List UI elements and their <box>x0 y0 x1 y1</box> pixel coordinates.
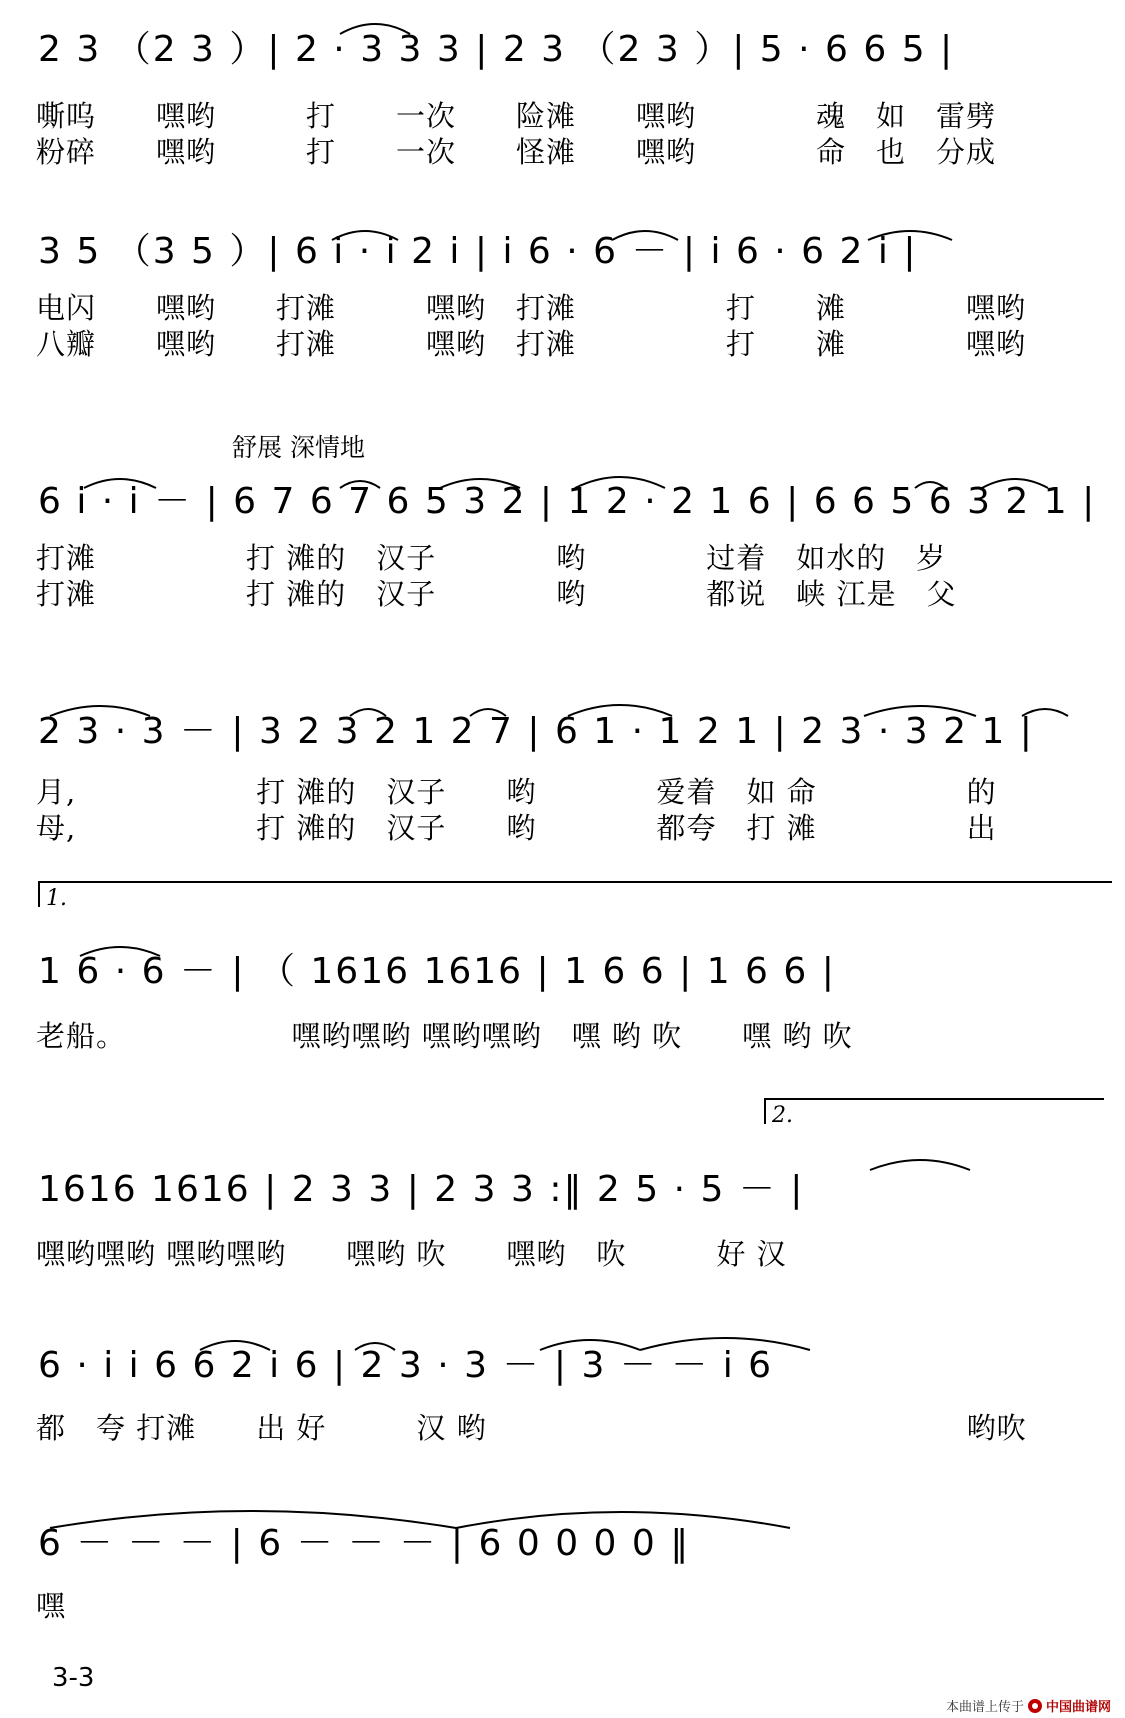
lyric-verse-2: 母, 打 滩的 汉子 哟 都夸 打 滩 出 <box>36 811 997 845</box>
lyric-verse-2: 粉碎 嘿哟 打 一次 怪滩 嘿哟 命 也 分成 <box>36 135 997 169</box>
lyric-line: 老船。 嘿哟嘿哟 嘿哟嘿哟 嘿 哟 吹 嘿 哟 吹 <box>36 1019 853 1053</box>
lyric-line: 嘿 <box>36 1589 67 1623</box>
notation-line: 6 · i i 6 6 2 i 6 | 2 3 · 3 － | 3 － － i 6 <box>38 1345 774 1386</box>
lyric-line: 都 夸 打滩 出 好 汉 哟 哟吹 <box>36 1411 1027 1445</box>
volta-1-bracket <box>38 881 1112 883</box>
lyric-verse-1: 月, 打 滩的 汉子 哟 爱着 如 命 的 <box>36 775 997 809</box>
notation-line: 3 5 （3 5 ）| 6 i · i 2 i | i 6 · 6 － | i 6 · 6 2 i | <box>38 231 918 272</box>
lyric-verse-1: 打滩 打 滩的 汉子 哟 过着 如水的 岁 <box>36 541 947 575</box>
notation-line: 6 i · i － | 6 7 6 7 6 5 3 2 | 1 2 · 2 1 6 | 6 6 5 6 3 2 1 | <box>38 481 1097 522</box>
lyric-verse-2: 打滩 打 滩的 汉子 哟 都说 峡 江是 父 <box>36 577 957 611</box>
site-logo-icon <box>1028 1699 1042 1713</box>
notation-line: 2 3 · 3 － | 3 2 3 2 1 2 7 | 6 1 · 1 2 1 | 2 3 · 3 2 1 | <box>38 711 1034 752</box>
footer-watermark <box>946 1696 1111 1715</box>
page-number: 3-3 <box>52 1663 95 1693</box>
lyric-verse-1: 电闪 嘿哟 打滩 嘿哟 打滩 打 滩 嘿哟 <box>36 291 1027 325</box>
notation-line: 2 3 （2 3 ）| 2 · 3 3 3 | 2 3 （2 3 ）| 5 · 6 6 5 | <box>38 29 955 70</box>
notation-line: 1616 1616 | 2 3 3 | 2 3 3 :‖ 2 5 · 5 － | <box>38 1169 805 1210</box>
volta-1-label: 1. <box>46 886 67 911</box>
volta-2-bracket <box>764 1098 1104 1100</box>
volta-2-tick <box>764 1098 766 1124</box>
volta-1-tick <box>38 881 40 907</box>
lyric-verse-2: 八瓣 嘿哟 打滩 嘿哟 打滩 打 滩 嘿哟 <box>36 327 1027 361</box>
footer-site-name: 中国曲谱网 <box>1045 1700 1111 1715</box>
footer-text: 本曲谱上传于 <box>945 1700 1024 1715</box>
lyric-verse-1: 嘶呜 嘿哟 打 一次 险滩 嘿哟 魂 如 雷劈 <box>36 99 997 133</box>
lyric-line: 嘿哟嘿哟 嘿哟嘿哟 嘿哟 吹 嘿哟 吹 好 汉 <box>36 1237 787 1271</box>
notation-line: 1 6 · 6 － | （ 1616 1616 | 1 6 6 | 1 6 6 | <box>38 951 836 992</box>
volta-2-label: 2. <box>772 1103 793 1128</box>
notation-line: 6 － － － | 6 － － － | 6 0 0 0 0 ‖ <box>38 1523 691 1564</box>
expression-marking: 舒展 深情地 <box>232 433 365 462</box>
